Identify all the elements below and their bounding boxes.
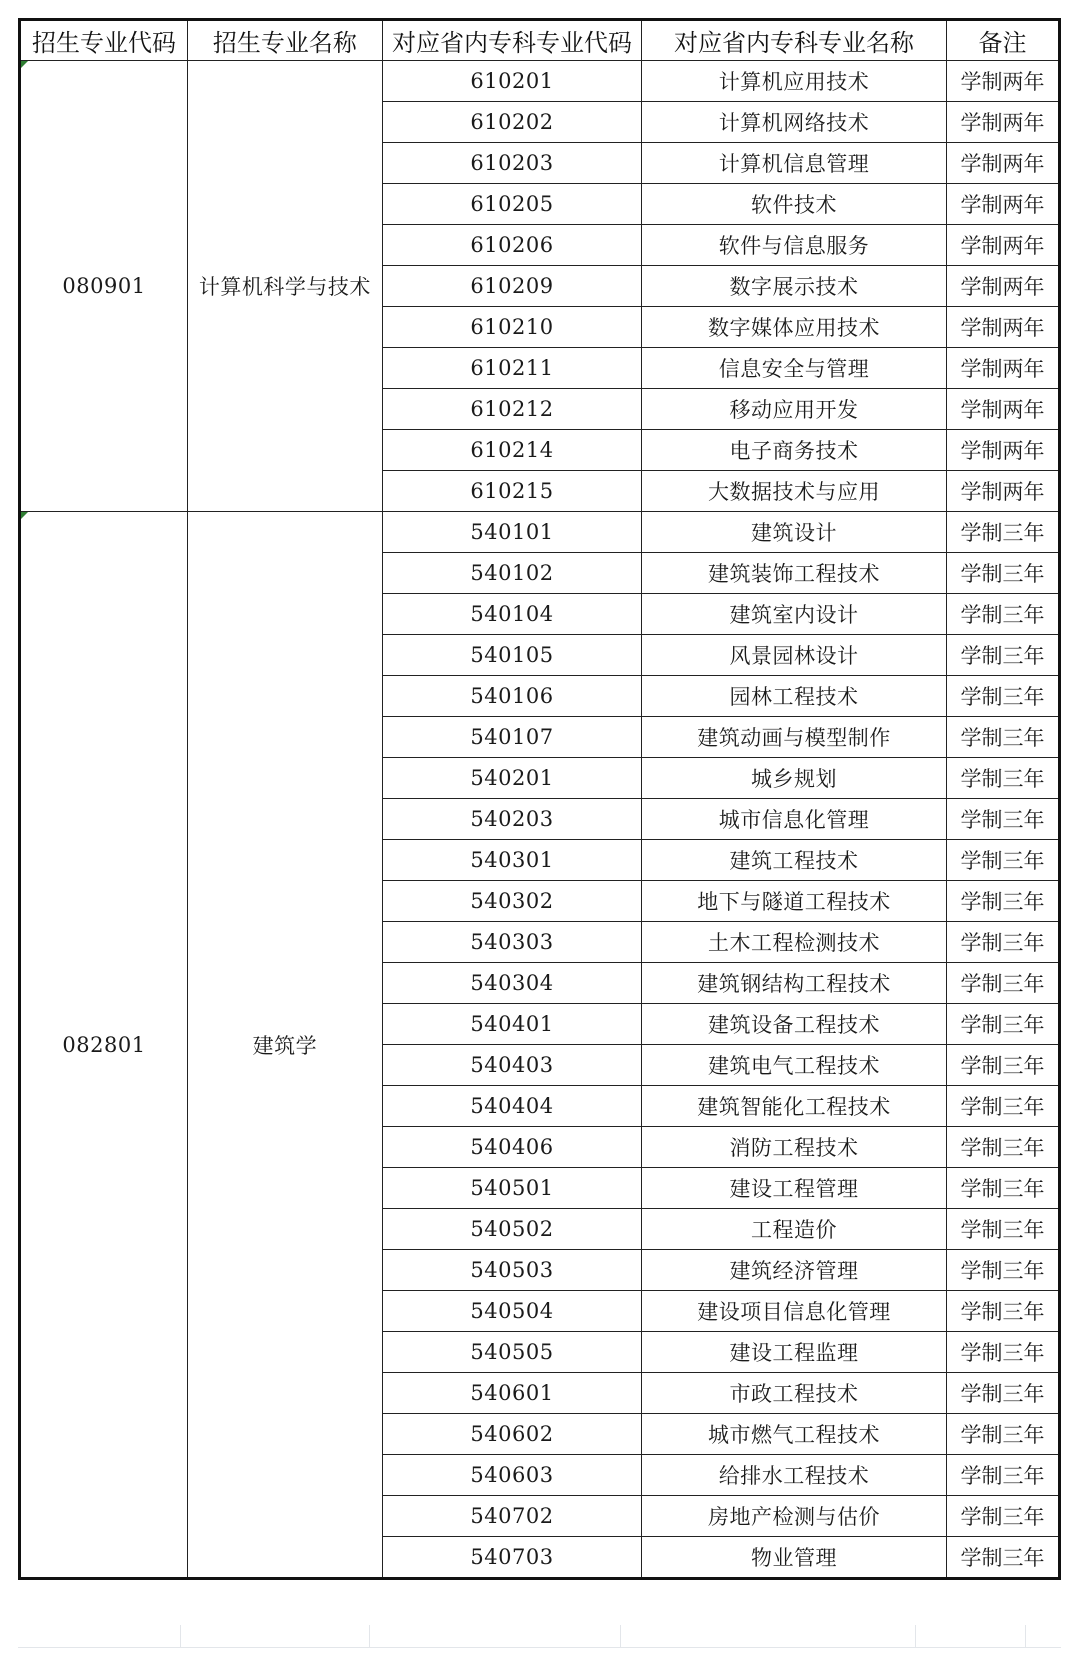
prov-name-cell[interactable]: 大数据技术与应用: [642, 471, 947, 512]
header-prov-code[interactable]: 对应省内专科专业代码: [382, 20, 641, 61]
prov-name-cell[interactable]: 数字媒体应用技术: [642, 307, 947, 348]
note-cell[interactable]: 学制两年: [946, 471, 1059, 512]
prov-code-cell[interactable]: 610205: [382, 184, 641, 225]
note-cell[interactable]: 学制三年: [946, 1209, 1059, 1250]
prov-code-cell[interactable]: 610215: [382, 471, 641, 512]
prov-name-cell[interactable]: 给排水工程技术: [642, 1455, 947, 1496]
note-cell[interactable]: 学制三年: [946, 1168, 1059, 1209]
prov-name-cell[interactable]: 建筑设计: [642, 512, 947, 553]
note-cell[interactable]: 学制三年: [946, 1332, 1059, 1373]
prov-name-cell[interactable]: 建筑经济管理: [642, 1250, 947, 1291]
prov-name-cell[interactable]: 土木工程检测技术: [642, 922, 947, 963]
note-cell[interactable]: 学制三年: [946, 963, 1059, 1004]
prov-code-cell[interactable]: 540505: [382, 1332, 641, 1373]
prov-code-cell[interactable]: 540304: [382, 963, 641, 1004]
note-cell[interactable]: 学制三年: [946, 553, 1059, 594]
enroll-name-cell[interactable]: 计算机科学与技术: [187, 61, 382, 512]
note-cell[interactable]: 学制三年: [946, 1537, 1059, 1579]
note-cell[interactable]: 学制三年: [946, 1004, 1059, 1045]
note-cell[interactable]: 学制三年: [946, 840, 1059, 881]
prov-code-cell[interactable]: 540105: [382, 635, 641, 676]
prov-code-cell[interactable]: 540501: [382, 1168, 641, 1209]
header-enroll-code[interactable]: 招生专业代码: [20, 20, 188, 61]
cell-comment-marker: [21, 61, 28, 68]
prov-code-cell[interactable]: 540404: [382, 1086, 641, 1127]
note-cell[interactable]: 学制三年: [946, 922, 1059, 963]
prov-name-cell[interactable]: 物业管理: [642, 1537, 947, 1579]
prov-code-cell[interactable]: 540101: [382, 512, 641, 553]
prov-code-cell[interactable]: 540603: [382, 1455, 641, 1496]
note-cell[interactable]: 学制三年: [946, 1086, 1059, 1127]
prov-name-cell[interactable]: 城乡规划: [642, 758, 947, 799]
prov-name-cell[interactable]: 建筑室内设计: [642, 594, 947, 635]
prov-name-cell[interactable]: 软件技术: [642, 184, 947, 225]
note-cell[interactable]: 学制三年: [946, 676, 1059, 717]
prov-name-cell[interactable]: 移动应用开发: [642, 389, 947, 430]
table-body: [20, 61, 1060, 1579]
note-cell[interactable]: 学制三年: [946, 758, 1059, 799]
note-cell[interactable]: 学制两年: [946, 430, 1059, 471]
note-cell[interactable]: 学制两年: [946, 266, 1059, 307]
note-cell[interactable]: 学制三年: [946, 881, 1059, 922]
enroll-code-cell[interactable]: [20, 61, 188, 512]
prov-name-cell[interactable]: 风景园林设计: [642, 635, 947, 676]
prov-code-cell[interactable]: 610202: [382, 102, 641, 143]
enroll-name-cell[interactable]: 建筑学: [187, 512, 382, 1579]
prov-code-cell[interactable]: 540504: [382, 1291, 641, 1332]
prov-name-cell[interactable]: 建筑电气工程技术: [642, 1045, 947, 1086]
note-cell[interactable]: 学制三年: [946, 717, 1059, 758]
prov-code-cell[interactable]: 540107: [382, 717, 641, 758]
prov-code-cell[interactable]: 610214: [382, 430, 641, 471]
prov-name-cell[interactable]: 建筑动画与模型制作: [642, 717, 947, 758]
note-cell[interactable]: 学制三年: [946, 635, 1059, 676]
table-row: [20, 512, 1060, 553]
prov-name-cell[interactable]: 房地产检测与估价: [642, 1496, 947, 1537]
prov-name-cell[interactable]: 城市信息化管理: [642, 799, 947, 840]
prov-name-cell[interactable]: 建筑设备工程技术: [642, 1004, 947, 1045]
prov-name-cell[interactable]: 园林工程技术: [642, 676, 947, 717]
prov-code-cell[interactable]: 610212: [382, 389, 641, 430]
prov-code-cell[interactable]: 540703: [382, 1537, 641, 1579]
prov-name-cell[interactable]: 市政工程技术: [642, 1373, 947, 1414]
prov-name-cell[interactable]: 数字展示技术: [642, 266, 947, 307]
prov-code-cell[interactable]: 540302: [382, 881, 641, 922]
note-cell[interactable]: 学制三年: [946, 512, 1059, 553]
prov-name-cell[interactable]: 建筑工程技术: [642, 840, 947, 881]
prov-code-cell[interactable]: 540602: [382, 1414, 641, 1455]
empty-sheet-rows: [18, 1625, 1061, 1648]
note-cell[interactable]: 学制三年: [946, 594, 1059, 635]
note-cell[interactable]: 学制两年: [946, 225, 1059, 266]
prov-name-cell[interactable]: 工程造价: [642, 1209, 947, 1250]
prov-code-cell[interactable]: 540406: [382, 1127, 641, 1168]
prov-code-cell[interactable]: 610210: [382, 307, 641, 348]
prov-code-cell[interactable]: 540503: [382, 1250, 641, 1291]
prov-code-cell[interactable]: 610209: [382, 266, 641, 307]
prov-name-cell[interactable]: 计算机应用技术: [642, 61, 947, 102]
prov-code-cell[interactable]: 540106: [382, 676, 641, 717]
prov-name-cell[interactable]: 计算机网络技术: [642, 102, 947, 143]
prov-code-cell[interactable]: 540301: [382, 840, 641, 881]
prov-name-cell[interactable]: 消防工程技术: [642, 1127, 947, 1168]
major-mapping-table: [18, 18, 1061, 1580]
prov-name-cell[interactable]: 地下与隧道工程技术: [642, 881, 947, 922]
note-cell[interactable]: 学制三年: [946, 1250, 1059, 1291]
prov-code-cell[interactable]: 540403: [382, 1045, 641, 1086]
header-row: [20, 20, 1060, 61]
header-prov-name[interactable]: 对应省内专科专业名称: [642, 20, 947, 61]
note-cell[interactable]: 学制三年: [946, 799, 1059, 840]
enroll-code-text: 080901: [62, 274, 146, 298]
prov-code-cell[interactable]: 610211: [382, 348, 641, 389]
empty-row[interactable]: [18, 1625, 1061, 1648]
prov-code-cell[interactable]: 540104: [382, 594, 641, 635]
prov-name-cell[interactable]: 计算机信息管理: [642, 143, 947, 184]
prov-code-cell[interactable]: 540201: [382, 758, 641, 799]
note-cell[interactable]: 学制两年: [946, 184, 1059, 225]
note-cell[interactable]: 学制三年: [946, 1496, 1059, 1537]
prov-code-cell[interactable]: 610201: [382, 61, 641, 102]
prov-name-cell[interactable]: 建设项目信息化管理: [642, 1291, 947, 1332]
header-note[interactable]: 备注: [946, 20, 1059, 61]
prov-name-cell[interactable]: 城市燃气工程技术: [642, 1414, 947, 1455]
prov-name-cell[interactable]: 电子商务技术: [642, 430, 947, 471]
prov-code-cell[interactable]: 540102: [382, 553, 641, 594]
note-cell[interactable]: 学制两年: [946, 143, 1059, 184]
prov-name-cell[interactable]: 建筑钢结构工程技术: [642, 963, 947, 1004]
note-cell[interactable]: 学制三年: [946, 1127, 1059, 1168]
prov-code-cell[interactable]: 540601: [382, 1373, 641, 1414]
enroll-code-text: 082801: [62, 1032, 146, 1057]
note-cell[interactable]: 学制三年: [946, 1414, 1059, 1455]
prov-code-cell[interactable]: 540203: [382, 799, 641, 840]
prov-name-cell[interactable]: 软件与信息服务: [642, 225, 947, 266]
prov-name-cell[interactable]: 建筑智能化工程技术: [642, 1086, 947, 1127]
prov-code-cell[interactable]: 540502: [382, 1209, 641, 1250]
prov-name-cell[interactable]: 建设工程监理: [642, 1332, 947, 1373]
prov-code-cell[interactable]: 610203: [382, 143, 641, 184]
prov-code-cell[interactable]: 540401: [382, 1004, 641, 1045]
note-cell[interactable]: 学制三年: [946, 1291, 1059, 1332]
note-cell[interactable]: 学制两年: [946, 307, 1059, 348]
cell-comment-marker: [21, 512, 28, 519]
note-cell[interactable]: 学制两年: [946, 102, 1059, 143]
prov-code-cell[interactable]: 540303: [382, 922, 641, 963]
prov-code-cell[interactable]: 540702: [382, 1496, 641, 1537]
table-row: [20, 61, 1060, 102]
note-cell[interactable]: 学制三年: [946, 1045, 1059, 1086]
note-cell[interactable]: 学制三年: [946, 1455, 1059, 1496]
note-cell[interactable]: 学制两年: [946, 348, 1059, 389]
prov-name-cell[interactable]: 信息安全与管理: [642, 348, 947, 389]
note-cell[interactable]: 学制两年: [946, 389, 1059, 430]
prov-name-cell[interactable]: 建筑装饰工程技术: [642, 553, 947, 594]
spreadsheet: [18, 18, 1061, 1580]
header-enroll-name[interactable]: 招生专业名称: [187, 20, 382, 61]
enroll-code-cell[interactable]: [20, 512, 188, 1579]
note-cell[interactable]: 学制三年: [946, 1373, 1059, 1414]
note-cell[interactable]: 学制两年: [946, 61, 1059, 102]
prov-name-cell[interactable]: 建设工程管理: [642, 1168, 947, 1209]
prov-code-cell[interactable]: 610206: [382, 225, 641, 266]
